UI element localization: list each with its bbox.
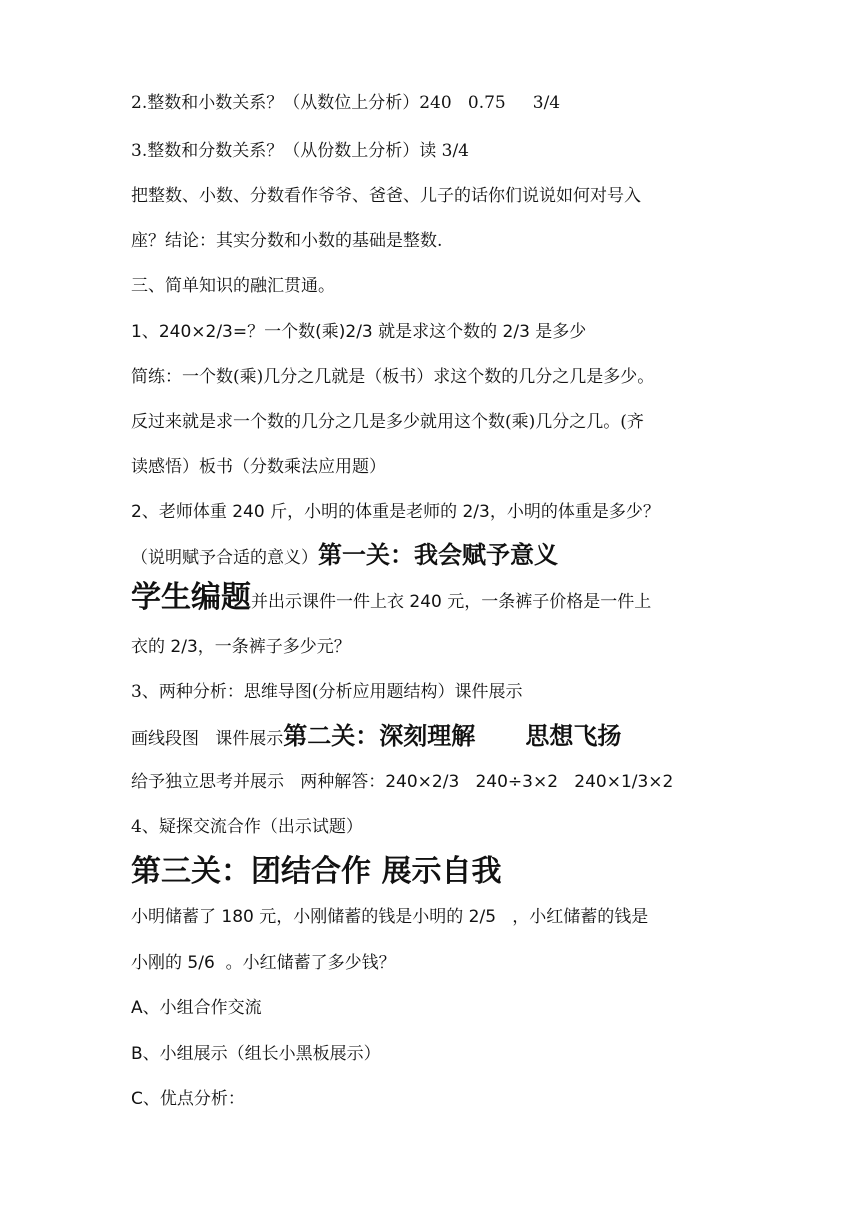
level-1-heading: 第一关：我会赋予意义 xyxy=(318,541,558,569)
paragraph-item-2: 2、老师体重 240 斤，小明的体重是老师的 2/3，小明的体重是多少？ xyxy=(131,502,660,522)
paragraph-board-note: 读感悟）板书（分数乘法应用题） xyxy=(131,457,386,477)
list-item-a: A、小组合作交流 xyxy=(131,998,262,1018)
paragraph-savings-problem: 小明储蓄了 180 元，小刚储蓄的钱是小明的 2/5 ，小红储蓄的钱是 xyxy=(131,907,649,927)
paragraph-level-1 xyxy=(131,543,740,570)
section-heading-3: 三、简单知识的融汇贯通。 xyxy=(131,276,335,296)
student-problem-text: 并出示课件一件上衣 240 元，一条裤子价格是一件上 xyxy=(251,592,652,612)
paragraph-integer-decimal: 2.整数和小数关系？（从数位上分析）240 0.75 3/4 xyxy=(131,93,561,113)
paragraph-two-solutions xyxy=(131,770,740,794)
paragraph-pants-price: 衣的 2/3，一条裤子多少元？ xyxy=(131,637,351,657)
paragraph-item-1: 1、240×2/3=？一个数(乘)2/3 就是求这个数的 2/3 是多少 xyxy=(131,322,587,342)
student-problem-heading: 学生编题 xyxy=(131,580,251,615)
list-item-c: C、优点分析： xyxy=(131,1089,245,1109)
paragraph-grandpa-analogy: 把整数、小数、分数看作爷爷、爸爸、儿子的话你们说说如何对号入 xyxy=(131,186,641,206)
paragraph-integer-fraction: 3.整数和分数关系？（从份数上分析）读 3/4 xyxy=(131,141,469,161)
paragraph-reverse: 反过来就是求一个数的几分之几是多少就用这个数(乘)几分之几。(齐 xyxy=(131,412,644,432)
paragraph-conclusion: 座？结论：其实分数和小数的基础是整数. xyxy=(131,231,443,251)
paragraph-item-4: 4、疑探交流合作（出示试题） xyxy=(131,817,363,837)
level-3-heading: 第三关：团结合作 展示自我 xyxy=(131,854,502,889)
list-item-b: B、小组展示（组长小黑板展示） xyxy=(131,1044,381,1064)
solutions-formulas: 240×2/3 240÷3×2 240×1/3×2 xyxy=(385,772,674,792)
solutions-intro: 给予独立思考并展示 两种解答： xyxy=(131,772,386,792)
paragraph-student-problem xyxy=(131,580,740,615)
level-2-heading: 第二关：深刻理解 思想飞扬 xyxy=(283,722,622,750)
paragraph-savings-question: 小刚的 5/6 。小红储蓄了多少钱？ xyxy=(131,953,396,973)
paragraph-summary: 简练：一个数(乘)几分之几就是（板书）求这个数的几分之几是多少。 xyxy=(131,367,655,387)
meaning-note: （说明赋予合适的意义） xyxy=(131,548,318,568)
paragraph-level-2 xyxy=(131,724,740,751)
line-diagram-note: 画线段图 课件展示 xyxy=(131,729,284,749)
paragraph-item-3: 3、两种分析：思维导图(分析应用题结构）课件展示 xyxy=(131,682,523,702)
